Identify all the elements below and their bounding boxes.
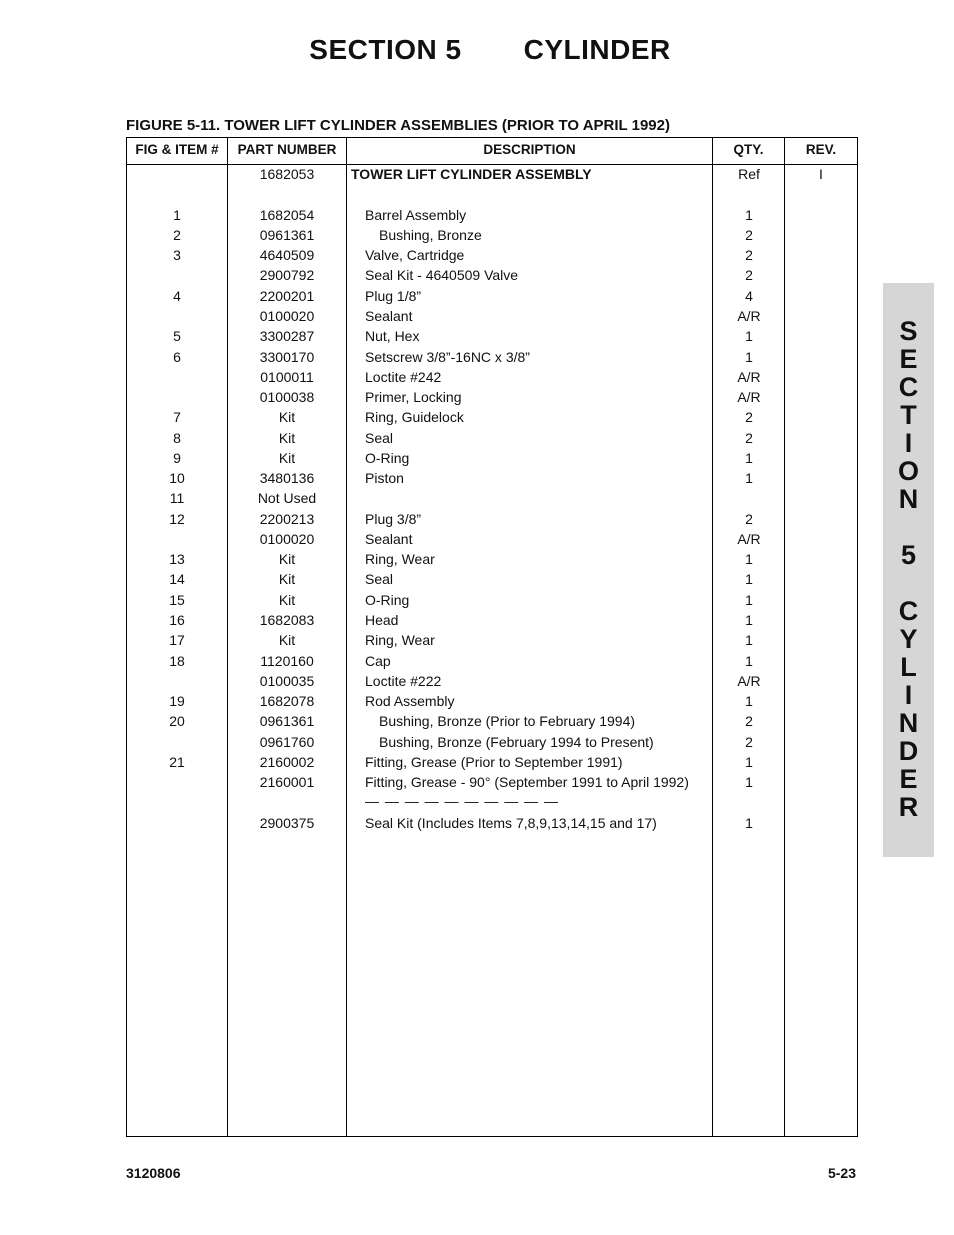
qty-cell: 2 bbox=[745, 734, 753, 750]
fig-item-cell: 20 bbox=[169, 713, 185, 729]
qty-cell: 1 bbox=[745, 207, 753, 223]
part-number-cell: Kit bbox=[278, 632, 296, 648]
table-row bbox=[127, 347, 857, 367]
side-tab-letter: C bbox=[898, 596, 919, 626]
part-number-cell: 2900375 bbox=[259, 815, 315, 831]
side-tab-letter: 5 bbox=[900, 540, 917, 570]
description-cell: Sealant bbox=[365, 308, 413, 324]
part-number-cell: 2160001 bbox=[259, 774, 315, 790]
part-number-cell: 1682083 bbox=[259, 612, 315, 628]
table-row bbox=[127, 468, 857, 488]
qty-cell: 1 bbox=[745, 653, 753, 669]
fig-item-cell: 15 bbox=[169, 592, 185, 608]
description-cell: Bushing, Bronze (Prior to February 1994) bbox=[379, 713, 636, 729]
qty-cell: 1 bbox=[745, 754, 753, 770]
side-tab-letter: O bbox=[897, 456, 919, 486]
table-row bbox=[127, 691, 857, 711]
side-tab-letter: T bbox=[900, 400, 917, 430]
part-number-cell: Kit bbox=[278, 551, 296, 567]
qty-cell: Ref bbox=[738, 166, 760, 182]
description-cell: Primer, Locking bbox=[365, 389, 462, 405]
description-cell: TOWER LIFT CYLINDER ASSEMBLY bbox=[351, 166, 592, 182]
description-cell: Seal Kit (Includes Items 7,8,9,13,14,15 and 17) bbox=[365, 815, 657, 831]
part-number-cell: 2200201 bbox=[259, 288, 315, 304]
part-number-cell: 3300287 bbox=[259, 328, 315, 344]
qty-cell: 2 bbox=[745, 267, 753, 283]
table-row bbox=[127, 448, 857, 468]
description-cell: Fitting, Grease - 90° (September 1991 to April 1992) bbox=[365, 774, 689, 790]
qty-cell: 1 bbox=[745, 349, 753, 365]
qty-cell: 2 bbox=[745, 430, 753, 446]
fig-item-cell: 3 bbox=[173, 247, 181, 263]
part-number-cell: 0961361 bbox=[259, 227, 315, 243]
table-row bbox=[127, 367, 857, 387]
qty-cell: 1 bbox=[745, 612, 753, 628]
description-cell: Bushing, Bronze bbox=[379, 227, 482, 243]
table-row bbox=[127, 711, 857, 731]
qty-cell: A/R bbox=[737, 389, 761, 405]
description-cell: Nut, Hex bbox=[365, 328, 420, 344]
part-number-cell: Kit bbox=[278, 430, 296, 446]
qty-cell: 1 bbox=[745, 693, 753, 709]
description-cell: Valve, Cartridge bbox=[365, 247, 465, 263]
description-cell: Ring, Guidelock bbox=[365, 409, 464, 425]
part-number-cell: 0961361 bbox=[259, 713, 315, 729]
part-number-cell: 0100038 bbox=[259, 389, 315, 405]
qty-cell: 4 bbox=[745, 288, 753, 304]
fig-item-cell: 11 bbox=[169, 490, 185, 506]
fig-item-cell: 4 bbox=[173, 288, 181, 304]
description-cell: — — — — — — — — — — bbox=[365, 793, 560, 809]
fig-item-cell: 21 bbox=[169, 754, 185, 770]
header-description: DESCRIPTION bbox=[483, 142, 576, 157]
section-name: CYLINDER bbox=[523, 34, 671, 65]
qty-cell: 1 bbox=[745, 551, 753, 567]
fig-item-cell: 7 bbox=[173, 409, 181, 425]
rev-cell: I bbox=[819, 166, 823, 182]
table-row bbox=[127, 791, 857, 811]
table-row bbox=[127, 569, 857, 589]
description-cell: Ring, Wear bbox=[365, 632, 435, 648]
description-cell: Rod Assembly bbox=[365, 693, 455, 709]
part-number-cell: Kit bbox=[278, 592, 296, 608]
document-number: 3120806 bbox=[126, 1165, 181, 1181]
part-number-cell: 0100035 bbox=[259, 673, 315, 689]
part-number-cell: 2900792 bbox=[259, 267, 315, 283]
side-tab-letter: L bbox=[900, 652, 917, 682]
fig-item-cell: 13 bbox=[169, 551, 185, 567]
fig-item-cell: 9 bbox=[173, 450, 181, 466]
side-tab-letter: N bbox=[898, 484, 919, 514]
description-cell: Bushing, Bronze (February 1994 to Present) bbox=[379, 734, 654, 750]
qty-cell: 2 bbox=[745, 713, 753, 729]
table-row bbox=[127, 549, 857, 569]
part-number-cell: Not Used bbox=[257, 490, 317, 506]
description-cell: Loctite #242 bbox=[365, 369, 442, 385]
table-row bbox=[127, 245, 857, 265]
side-tab-letter: D bbox=[898, 736, 919, 766]
description-cell: Plug 3/8” bbox=[365, 511, 422, 527]
table-row bbox=[127, 326, 857, 346]
side-tab-letter: E bbox=[899, 344, 918, 374]
fig-item-cell: 2 bbox=[173, 227, 181, 243]
qty-cell: 2 bbox=[745, 247, 753, 263]
fig-item-cell: 18 bbox=[169, 653, 185, 669]
table-row bbox=[127, 407, 857, 427]
parts-table bbox=[126, 137, 858, 1137]
qty-cell: A/R bbox=[737, 531, 761, 547]
table-row bbox=[127, 488, 857, 508]
side-tab-letter: R bbox=[898, 792, 919, 822]
side-tab-letter: E bbox=[899, 764, 918, 794]
header-fig-item: FIG & ITEM # bbox=[135, 142, 219, 157]
section-side-tab bbox=[883, 283, 934, 857]
table-row bbox=[127, 164, 857, 184]
table-row bbox=[127, 732, 857, 752]
description-cell: Seal Kit - 4640509 Valve bbox=[365, 267, 519, 283]
table-row bbox=[127, 306, 857, 326]
fig-item-cell: 17 bbox=[169, 632, 185, 648]
part-number-cell: 0961760 bbox=[259, 734, 315, 750]
fig-item-cell: 12 bbox=[169, 511, 185, 527]
table-row bbox=[127, 509, 857, 529]
table-row bbox=[127, 387, 857, 407]
fig-item-cell: 5 bbox=[173, 328, 181, 344]
description-cell: Ring, Wear bbox=[365, 551, 435, 567]
table-row bbox=[127, 630, 857, 650]
fig-item-cell: 8 bbox=[173, 430, 181, 446]
description-cell: Barrel Assembly bbox=[365, 207, 467, 223]
table-row bbox=[127, 205, 857, 225]
qty-cell: A/R bbox=[737, 308, 761, 324]
qty-cell: 2 bbox=[745, 227, 753, 243]
side-tab-letter: N bbox=[898, 708, 919, 738]
table-row bbox=[127, 590, 857, 610]
qty-cell: 1 bbox=[745, 632, 753, 648]
table-row bbox=[127, 813, 857, 833]
side-tab-letter: S bbox=[899, 316, 918, 346]
description-cell: Seal bbox=[365, 571, 394, 587]
part-number-cell: 1682053 bbox=[259, 166, 315, 182]
qty-cell: 2 bbox=[745, 511, 753, 527]
part-number-cell: 3300170 bbox=[259, 349, 315, 365]
part-number-cell: 1682078 bbox=[259, 693, 315, 709]
description-cell: Loctite #222 bbox=[365, 673, 442, 689]
qty-cell: 1 bbox=[745, 470, 753, 486]
table-row bbox=[127, 671, 857, 691]
table-row bbox=[127, 225, 857, 245]
qty-cell: A/R bbox=[737, 369, 761, 385]
header-qty: QTY. bbox=[733, 142, 764, 157]
description-cell: Setscrew 3/8”-16NC x 3/8” bbox=[365, 349, 530, 365]
qty-cell: 2 bbox=[745, 409, 753, 425]
table-row bbox=[127, 651, 857, 671]
part-number-cell: 3480136 bbox=[259, 470, 315, 486]
qty-cell: 1 bbox=[745, 450, 753, 466]
side-tab-letter: I bbox=[904, 428, 913, 458]
fig-item-cell: 14 bbox=[169, 571, 185, 587]
qty-cell: A/R bbox=[737, 673, 761, 689]
qty-cell: 1 bbox=[745, 571, 753, 587]
description-cell: Cap bbox=[365, 653, 391, 669]
part-number-cell: 2160002 bbox=[259, 754, 315, 770]
fig-item-cell: 19 bbox=[169, 693, 185, 709]
part-number-cell: 4640509 bbox=[259, 247, 315, 263]
table-row bbox=[127, 772, 857, 792]
table-row bbox=[127, 265, 857, 285]
fig-item-cell: 10 bbox=[169, 470, 185, 486]
figure-title: FIGURE 5-11. TOWER LIFT CYLINDER ASSEMBLIES (PRIOR TO APRIL 1992) bbox=[126, 117, 670, 134]
description-cell: Seal bbox=[365, 430, 394, 446]
description-cell: Piston bbox=[365, 470, 404, 486]
side-tab-letter: C bbox=[898, 372, 919, 402]
part-number-cell: 2200213 bbox=[259, 511, 315, 527]
qty-cell: 1 bbox=[745, 328, 753, 344]
header-rev: REV. bbox=[805, 142, 837, 157]
part-number-cell: 0100011 bbox=[260, 369, 314, 385]
part-number-cell: Kit bbox=[278, 409, 296, 425]
section-label: SECTION 5 bbox=[309, 34, 462, 65]
qty-cell: 1 bbox=[745, 592, 753, 608]
part-number-cell: 0100020 bbox=[259, 531, 315, 547]
header-part-number: PART NUMBER bbox=[237, 142, 337, 157]
table-row bbox=[127, 610, 857, 630]
part-number-cell: Kit bbox=[278, 571, 296, 587]
description-cell: O-Ring bbox=[365, 450, 410, 466]
fig-item-cell: 6 bbox=[173, 349, 181, 365]
description-cell: Fitting, Grease (Prior to September 1991) bbox=[365, 754, 623, 770]
section-title bbox=[0, 34, 954, 66]
table-row bbox=[127, 286, 857, 306]
table-row bbox=[127, 428, 857, 448]
page-number: 5-23 bbox=[827, 1165, 856, 1181]
qty-cell: 1 bbox=[745, 815, 753, 831]
side-tab-letter: Y bbox=[899, 624, 918, 654]
fig-item-cell: 16 bbox=[169, 612, 185, 628]
table-row bbox=[127, 529, 857, 549]
qty-cell: 1 bbox=[745, 774, 753, 790]
part-number-cell: Kit bbox=[278, 450, 296, 466]
description-cell: Head bbox=[365, 612, 399, 628]
description-cell: Plug 1/8” bbox=[365, 288, 422, 304]
part-number-cell: 0100020 bbox=[259, 308, 315, 324]
description-cell: O-Ring bbox=[365, 592, 410, 608]
fig-item-cell: 1 bbox=[173, 207, 181, 223]
part-number-cell: 1682054 bbox=[259, 207, 315, 223]
table-row bbox=[127, 752, 857, 772]
description-cell: Sealant bbox=[365, 531, 413, 547]
side-tab-letter: I bbox=[904, 680, 913, 710]
part-number-cell: 1120160 bbox=[260, 653, 314, 669]
